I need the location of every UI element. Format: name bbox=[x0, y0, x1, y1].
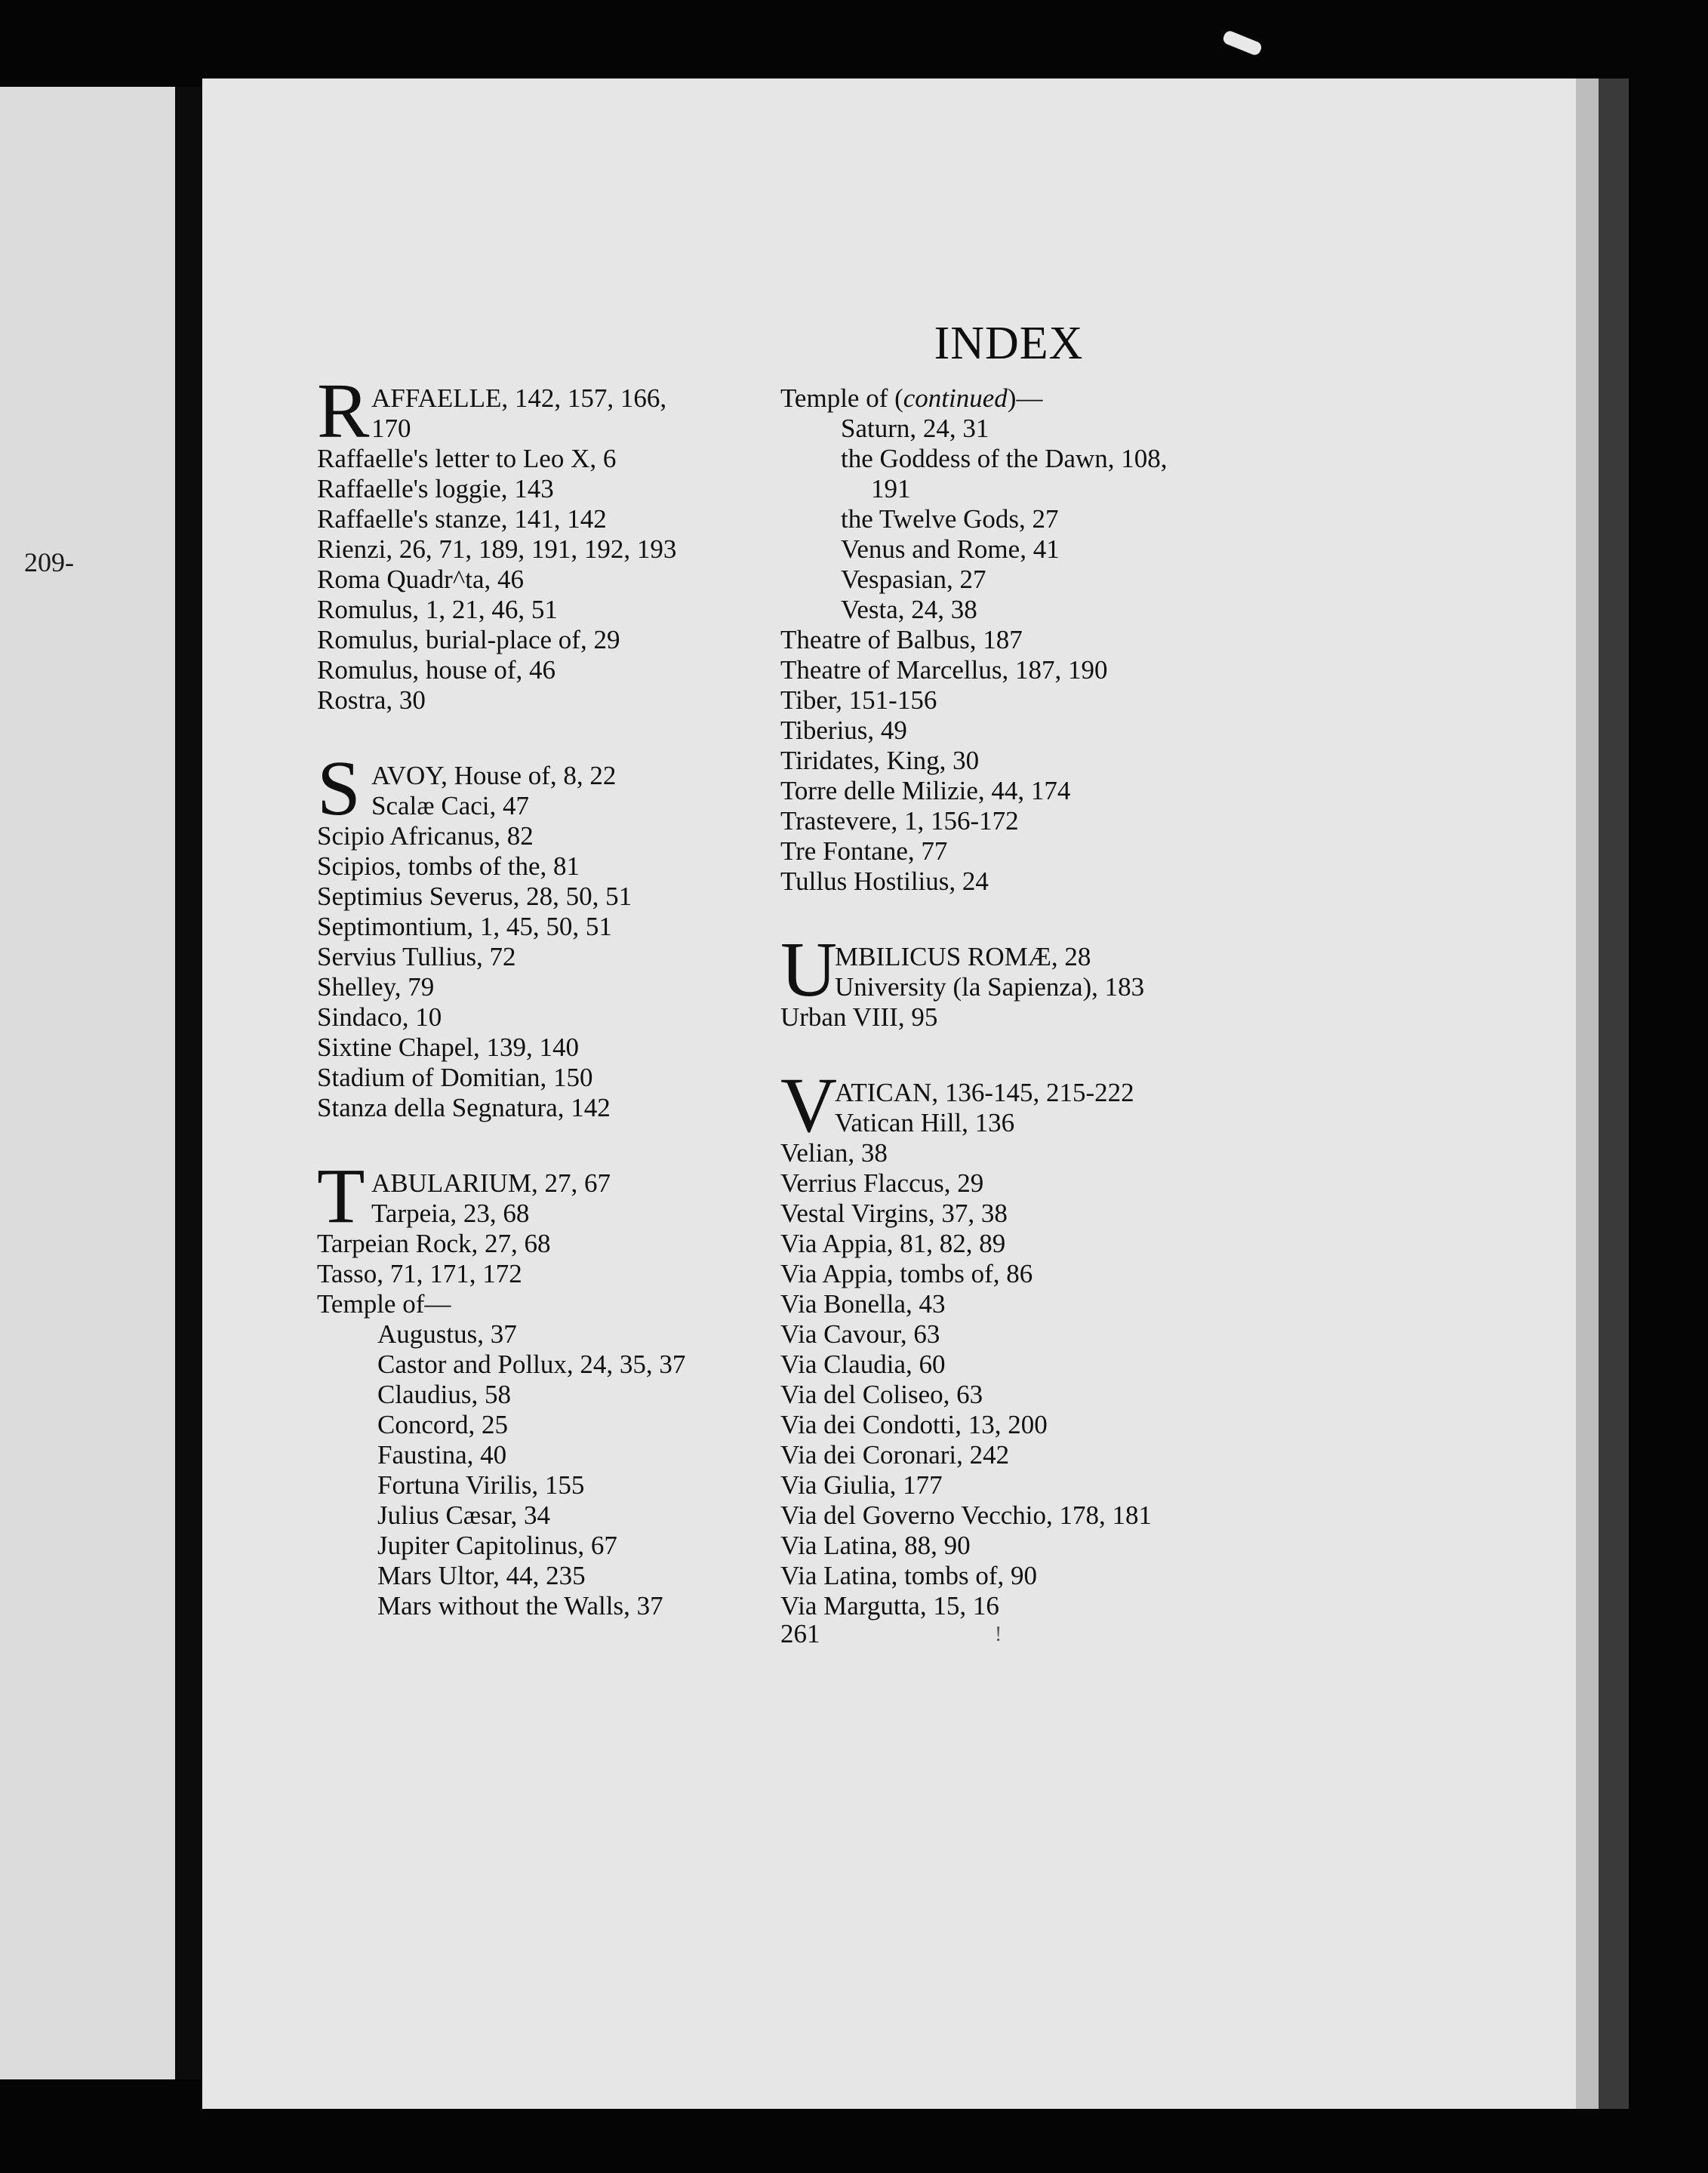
index-entry: Theatre of Marcellus, 187, 190 bbox=[780, 655, 1108, 685]
index-sub-entry: Julius Cæsar, 34 bbox=[377, 1500, 551, 1530]
index-entry: Roma Quadr^ta, 46 bbox=[317, 565, 525, 594]
index-sub-entry: Mars without the Walls, 37 bbox=[377, 1591, 663, 1621]
index-sub-entry: the Twelve Gods, 27 bbox=[841, 504, 1059, 534]
drop-cap: V bbox=[780, 1062, 838, 1149]
index-entry: Urban VIII, 95 bbox=[780, 1002, 938, 1032]
section-gap bbox=[317, 716, 800, 761]
index-entry: Via dei Coronari, 242 bbox=[780, 1440, 1010, 1470]
index-sub-entry: Castor and Pollux, 24, 35, 37 bbox=[377, 1350, 686, 1379]
index-sub-entry: Saturn, 24, 31 bbox=[841, 414, 989, 443]
index-sub-entry: Fortuna Virilis, 155 bbox=[377, 1470, 585, 1500]
index-sub-entry: Vesta, 24, 38 bbox=[841, 595, 977, 624]
index-entry: Verrius Flaccus, 29 bbox=[780, 1168, 984, 1198]
index-entry: Raffaelle's loggie, 143 bbox=[317, 474, 554, 503]
section-gap bbox=[317, 1123, 800, 1168]
index-sub-entry: Concord, 25 bbox=[377, 1410, 509, 1439]
index-entry: Raffaelle's letter to Leo X, 6 bbox=[317, 444, 617, 473]
index-sub-entry: Faustina, 40 bbox=[377, 1440, 507, 1470]
index-sub-entry: the Goddess of the Dawn, 108, bbox=[841, 444, 1168, 473]
index-column-left bbox=[317, 368, 800, 1621]
index-entry: Stadium of Domitian, 150 bbox=[317, 1063, 593, 1092]
index-entry: Romulus, house of, 46 bbox=[317, 655, 555, 685]
left-page-edge bbox=[0, 87, 175, 2079]
index-entry: Servius Tullius, 72 bbox=[317, 942, 516, 971]
drop-cap: T bbox=[317, 1153, 365, 1239]
index-entry: Septimontium, 1, 45, 50, 51 bbox=[317, 912, 612, 941]
index-entry: Shelley, 79 bbox=[317, 972, 435, 1002]
drop-cap: U bbox=[780, 926, 838, 1013]
index-entry: Trastevere, 1, 156-172 bbox=[780, 806, 1019, 836]
index-entry: Sixtine Chapel, 139, 140 bbox=[317, 1033, 580, 1062]
section-gap bbox=[780, 1033, 1309, 1078]
index-entry: Rienzi, 26, 71, 189, 191, 192, 193 bbox=[317, 534, 677, 564]
index-entry: Via del Governo Vecchio, 178, 181 bbox=[780, 1500, 1152, 1530]
index-entry: Stanza della Segnatura, 142 bbox=[317, 1093, 611, 1122]
index-entry-first: ATICAN, 136-145, 215-222 bbox=[835, 1078, 1134, 1107]
index-entry: Via Margutta, 15, 16 bbox=[780, 1591, 999, 1621]
index-section bbox=[317, 745, 800, 1123]
index-entry: Scalæ Caci, 47 bbox=[371, 791, 529, 820]
section-gap bbox=[780, 897, 1309, 942]
left-margin-number: 209- bbox=[24, 547, 74, 577]
index-entry-first: MBILICUS ROMÆ, 28 bbox=[835, 942, 1091, 971]
index-sub-entry: Augustus, 37 bbox=[377, 1319, 517, 1349]
index-entry: University (la Sapienza), 183 bbox=[835, 972, 1145, 1002]
footer-mark: ! bbox=[995, 1623, 1002, 1646]
index-sub-entry-cont: 191 bbox=[871, 474, 911, 503]
index-entry: Sindaco, 10 bbox=[317, 1002, 442, 1032]
index-entry: Torre delle Milizie, 44, 174 bbox=[780, 776, 1071, 805]
page-right-edge bbox=[1576, 78, 1599, 2109]
index-entry: Tarpeia, 23, 68 bbox=[371, 1199, 530, 1228]
index-section bbox=[780, 926, 1309, 1033]
scan-mark bbox=[1222, 29, 1263, 57]
index-entry: Via dei Condotti, 13, 200 bbox=[780, 1410, 1048, 1439]
index-sub-entry: Claudius, 58 bbox=[377, 1380, 511, 1409]
index-entry-first: AFFAELLE, 142, 157, 166, bbox=[371, 383, 667, 413]
index-entry: Via Appia, tombs of, 86 bbox=[780, 1259, 1033, 1288]
index-entry: Septimius Severus, 28, 50, 51 bbox=[317, 882, 632, 911]
book-gutter bbox=[175, 87, 202, 2079]
index-sub-entry: Vespasian, 27 bbox=[841, 565, 986, 594]
index-entry: Theatre of Balbus, 187 bbox=[780, 625, 1023, 654]
index-entry: Via Giulia, 177 bbox=[780, 1470, 943, 1500]
index-entry: Tarpeian Rock, 27, 68 bbox=[317, 1229, 551, 1258]
index-entry: Romulus, 1, 21, 46, 51 bbox=[317, 595, 558, 624]
index-entry: Via Claudia, 60 bbox=[780, 1350, 946, 1379]
index-entry: Tre Fontane, 77 bbox=[780, 836, 948, 866]
drop-cap: R bbox=[317, 368, 370, 454]
index-entry-first: AVOY, House of, 8, 22 bbox=[371, 761, 617, 790]
page-right-shadow bbox=[1599, 78, 1629, 2109]
index-entry: Rostra, 30 bbox=[317, 685, 426, 715]
index-entry: Scipio Africanus, 82 bbox=[317, 821, 534, 851]
index-entry: Romulus, burial-place of, 29 bbox=[317, 625, 620, 654]
index-sub-entry: Venus and Rome, 41 bbox=[841, 534, 1060, 564]
index-entry: 170 bbox=[371, 414, 411, 443]
index-entry: Via Appia, 81, 82, 89 bbox=[780, 1229, 1006, 1258]
index-entry-first: ABULARIUM, 27, 67 bbox=[371, 1168, 611, 1198]
index-entry: Tasso, 71, 171, 172 bbox=[317, 1259, 522, 1288]
index-entry: Tullus Hostilius, 24 bbox=[780, 866, 989, 896]
index-entry: Via Bonella, 43 bbox=[780, 1289, 946, 1319]
index-section bbox=[780, 1062, 1309, 1621]
index-entry: Raffaelle's stanze, 141, 142 bbox=[317, 504, 607, 534]
index-entry: Tiridates, King, 30 bbox=[780, 746, 980, 775]
index-sub-entry: Mars Ultor, 44, 235 bbox=[377, 1561, 586, 1590]
page-number: 261 bbox=[780, 1619, 820, 1648]
index-section bbox=[317, 368, 800, 716]
index-entry: Via Cavour, 63 bbox=[780, 1319, 940, 1349]
index-entry: Temple of— bbox=[317, 1289, 451, 1319]
index-heading-continued: Temple of (continued)— bbox=[780, 383, 1043, 413]
index-entry: Scipios, tombs of the, 81 bbox=[317, 851, 580, 881]
index-column-right bbox=[780, 383, 1309, 1621]
index-entry: Via Latina, tombs of, 90 bbox=[780, 1561, 1038, 1590]
page-title: INDEX bbox=[934, 318, 1084, 369]
index-entry: Vatican Hill, 136 bbox=[835, 1108, 1015, 1137]
index-section bbox=[317, 1153, 800, 1621]
index-entry: Tiberius, 49 bbox=[780, 716, 907, 745]
index-entry: Via del Coliseo, 63 bbox=[780, 1380, 983, 1409]
index-entry: Via Latina, 88, 90 bbox=[780, 1531, 971, 1560]
index-entry: Velian, 38 bbox=[780, 1138, 888, 1168]
index-sub-entry: Jupiter Capitolinus, 67 bbox=[377, 1531, 617, 1560]
index-entry: Vestal Virgins, 37, 38 bbox=[780, 1199, 1008, 1228]
drop-cap: S bbox=[317, 745, 361, 832]
index-entry: Tiber, 151-156 bbox=[780, 685, 937, 715]
